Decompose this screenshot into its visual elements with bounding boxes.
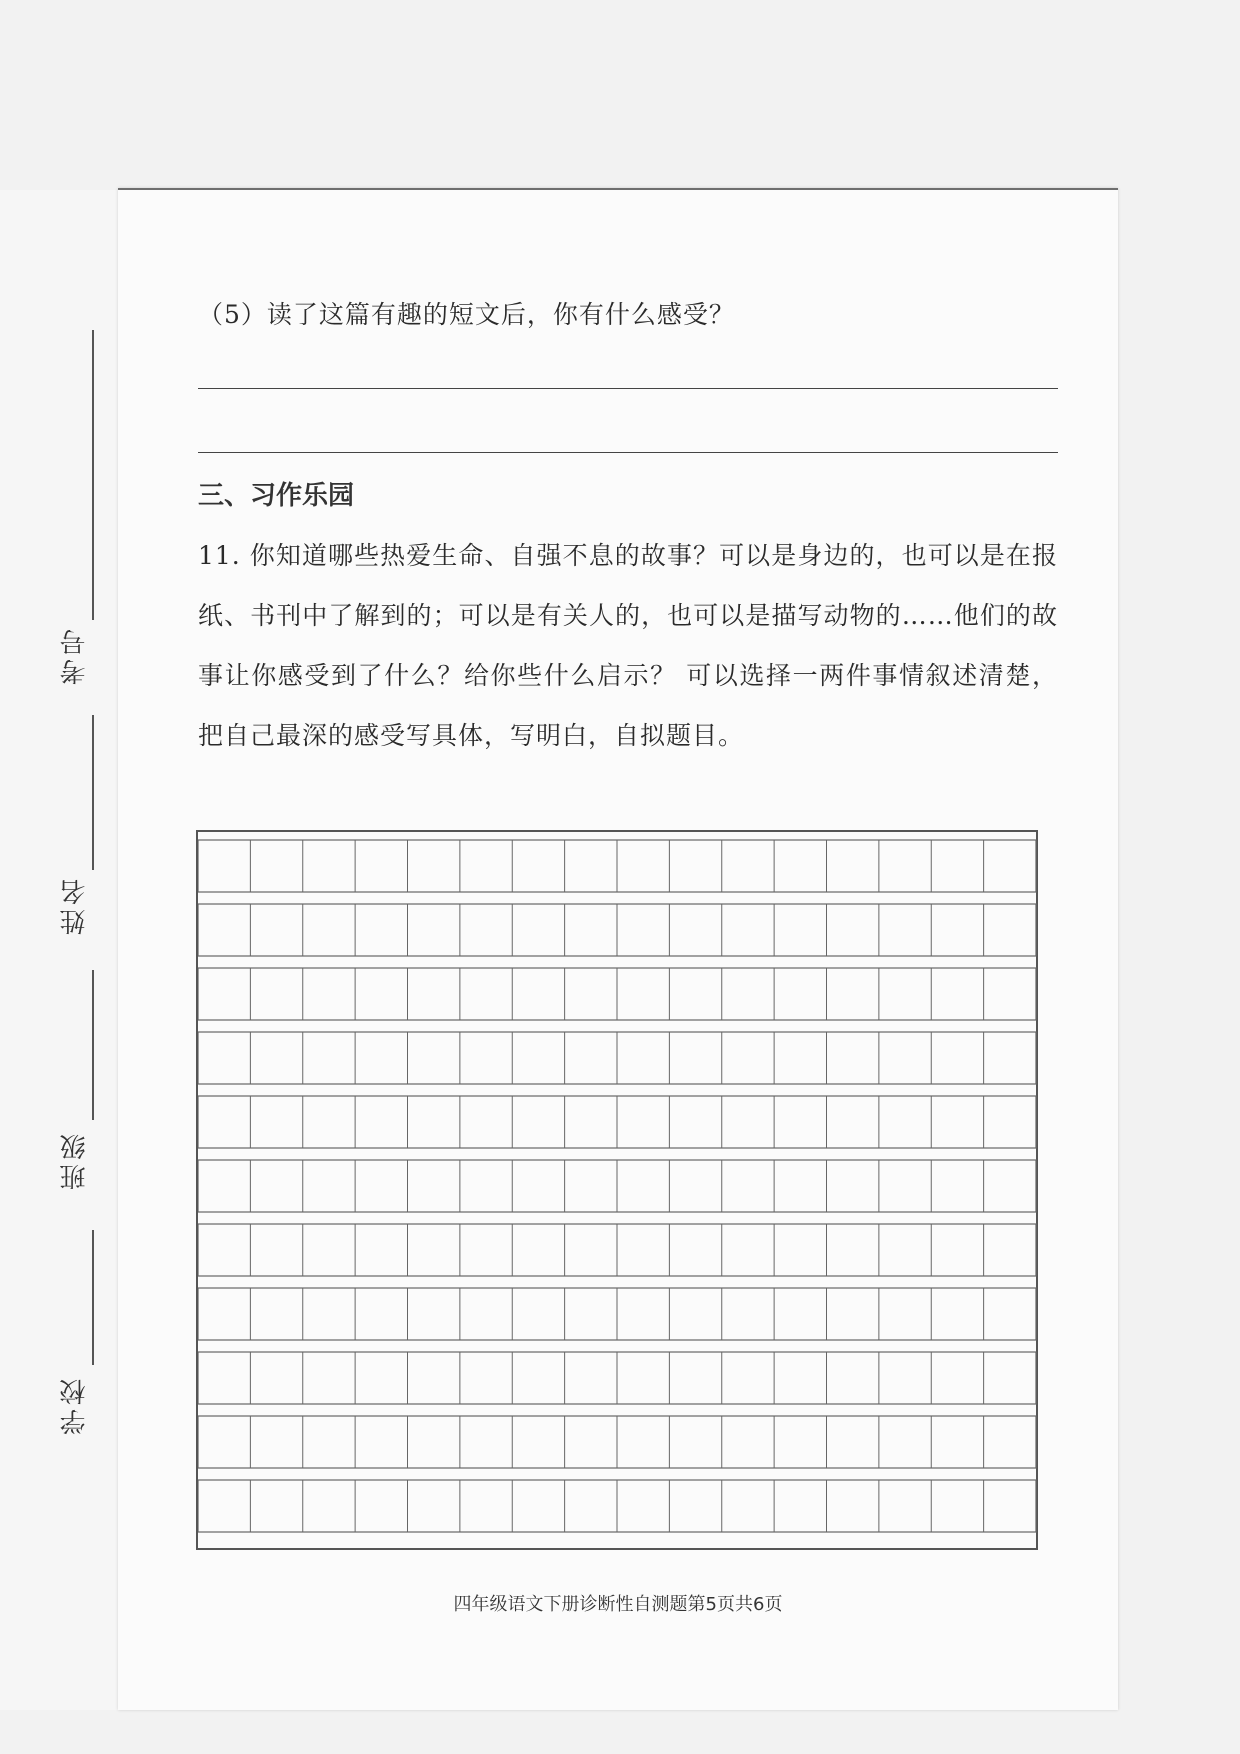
banji-label: 班级 bbox=[60, 1130, 90, 1190]
banji-line[interactable] bbox=[92, 970, 94, 1120]
xingming-line[interactable] bbox=[92, 715, 94, 870]
writing-grid[interactable] bbox=[196, 830, 1038, 1550]
xuexiao-label: 学校 bbox=[60, 1375, 90, 1435]
grid-lines bbox=[198, 832, 1040, 1552]
exam-sheet bbox=[118, 188, 1118, 1710]
answer-line-1[interactable] bbox=[198, 388, 1058, 389]
section-title: 三、习作乐园 bbox=[198, 481, 355, 511]
kaohao-line[interactable] bbox=[92, 330, 94, 620]
page-footer: 四年级语文下册诊断性自测题第5页共6页 bbox=[453, 1594, 783, 1615]
sheet-content bbox=[118, 190, 1118, 1710]
question-11-prompt: 11. 你知道哪些热爱生命、自强不息的故事？可以是身边的，也可以是在报纸、书刊中了解到的；可以是有关人的，也可以是描写动物的……他们的故事让你感受到了什么？给你些什么启示？ 可以选择一两件事情叙述清楚，把自己最深的感受写具体，写明白，自拟题目。 bbox=[198, 541, 1058, 750]
xuexiao-line[interactable] bbox=[92, 1230, 94, 1365]
xingming-label: 姓名 bbox=[60, 875, 90, 935]
answer-line-2[interactable] bbox=[198, 452, 1058, 453]
binding-strip bbox=[48, 330, 108, 1560]
kaohao-label: 考号 bbox=[60, 625, 90, 685]
question-5: （5）读了这篇有趣的短文后，你有什么感受？ bbox=[198, 300, 735, 329]
